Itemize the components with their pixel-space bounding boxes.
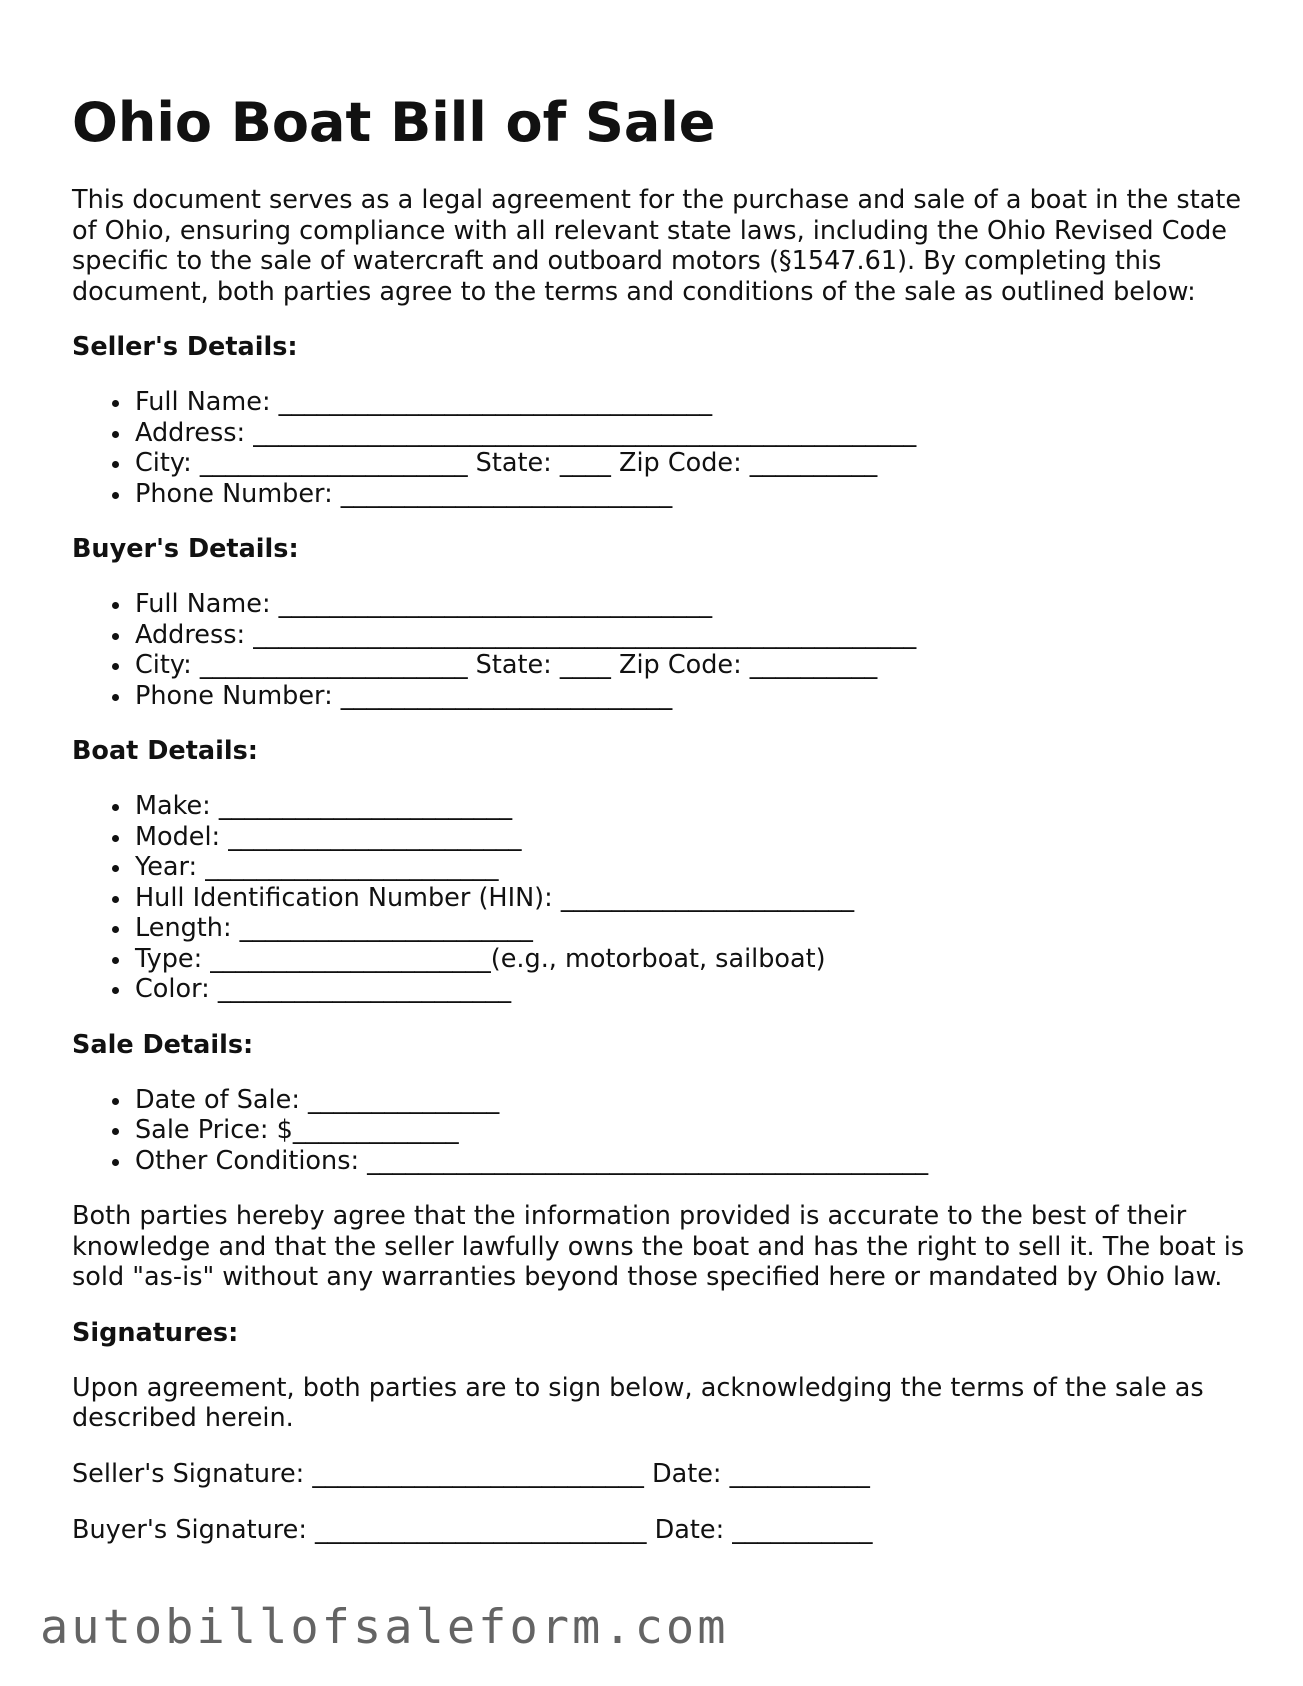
boat-make-field[interactable]: Make: _______________________: [135, 791, 1252, 822]
sale-heading: Sale Details:: [72, 1029, 254, 1060]
page-title: Ohio Boat Bill of Sale: [72, 91, 716, 154]
signatures-instruction: Upon agreement, both parties are to sign below, acknowledging the terms of the sale as described herein.: [72, 1372, 1204, 1433]
buyer-phone-field[interactable]: Phone Number: __________________________: [135, 681, 1252, 712]
boat-heading: Boat Details:: [72, 736, 258, 766]
seller-city-state-zip-field[interactable]: City: _____________________ State: ____ Zip Code: __________: [135, 448, 1252, 479]
boat-hin-field[interactable]: Hull Identification Number (HIN): _______________________: [135, 883, 1252, 914]
sale-details-list: [72, 1085, 1252, 1177]
buyer-full-name-field[interactable]: Full Name: __________________________________: [135, 589, 1252, 620]
signatures-heading: Signatures:: [72, 1317, 239, 1348]
buyer-heading: Buyer's Details:: [72, 534, 299, 564]
sale-date-field[interactable]: Date of Sale: _______________: [135, 1085, 1252, 1116]
boat-length-field[interactable]: Length: _______________________: [135, 913, 1252, 944]
seller-phone-field[interactable]: Phone Number: __________________________: [135, 479, 1252, 510]
seller-full-name-field[interactable]: Full Name: __________________________________: [135, 387, 1252, 418]
seller-signature-line[interactable]: Seller's Signature: __________________________ Date: ___________: [72, 1458, 870, 1489]
buyer-address-field[interactable]: Address: ____________________________________________________: [135, 620, 1252, 651]
document-body: [72, 185, 1252, 1572]
agreement-paragraph: Both parties hereby agree that the information provided is accurate to the best of their knowledge and that the seller lawfully owns the boat and has the right to sell it. The boat is sold "as-is" without any warranties beyond those specified here or mandated by Ohio law.: [72, 1201, 1245, 1292]
boat-model-field[interactable]: Model: _______________________: [135, 822, 1252, 853]
sale-other-conditions-field[interactable]: Other Conditions: ____________________________________________: [135, 1146, 1252, 1177]
watermark: autobillofsaleform.com: [40, 1600, 729, 1655]
seller-address-field[interactable]: Address: ____________________________________________________: [135, 418, 1252, 449]
seller-heading: Seller's Details:: [72, 332, 298, 362]
seller-details-list: [72, 387, 1252, 509]
buyer-city-state-zip-field[interactable]: City: _____________________ State: ____ Zip Code: __________: [135, 650, 1252, 681]
buyer-details-list: [72, 589, 1252, 711]
intro-paragraph: This document serves as a legal agreement for the purchase and sale of a boat in the state of Ohio, ensuring compliance with all relevant state laws, including the Ohio Revised Code specific to the sale of watercraft and outboard motors (§1547.61). By completing this document, both parties agree to the terms and conditions of the sale as outlined below:: [72, 185, 1242, 307]
boat-details-list: [72, 791, 1252, 1005]
buyer-signature-line[interactable]: Buyer's Signature: __________________________ Date: ___________: [72, 1515, 873, 1545]
boat-type-field[interactable]: Type: ______________________(e.g., motorboat, sailboat): [135, 944, 1252, 975]
boat-year-field[interactable]: Year: _______________________: [135, 852, 1252, 883]
boat-color-field[interactable]: Color: _______________________: [135, 974, 1252, 1005]
sale-price-field[interactable]: Sale Price: $_____________: [135, 1115, 1252, 1146]
